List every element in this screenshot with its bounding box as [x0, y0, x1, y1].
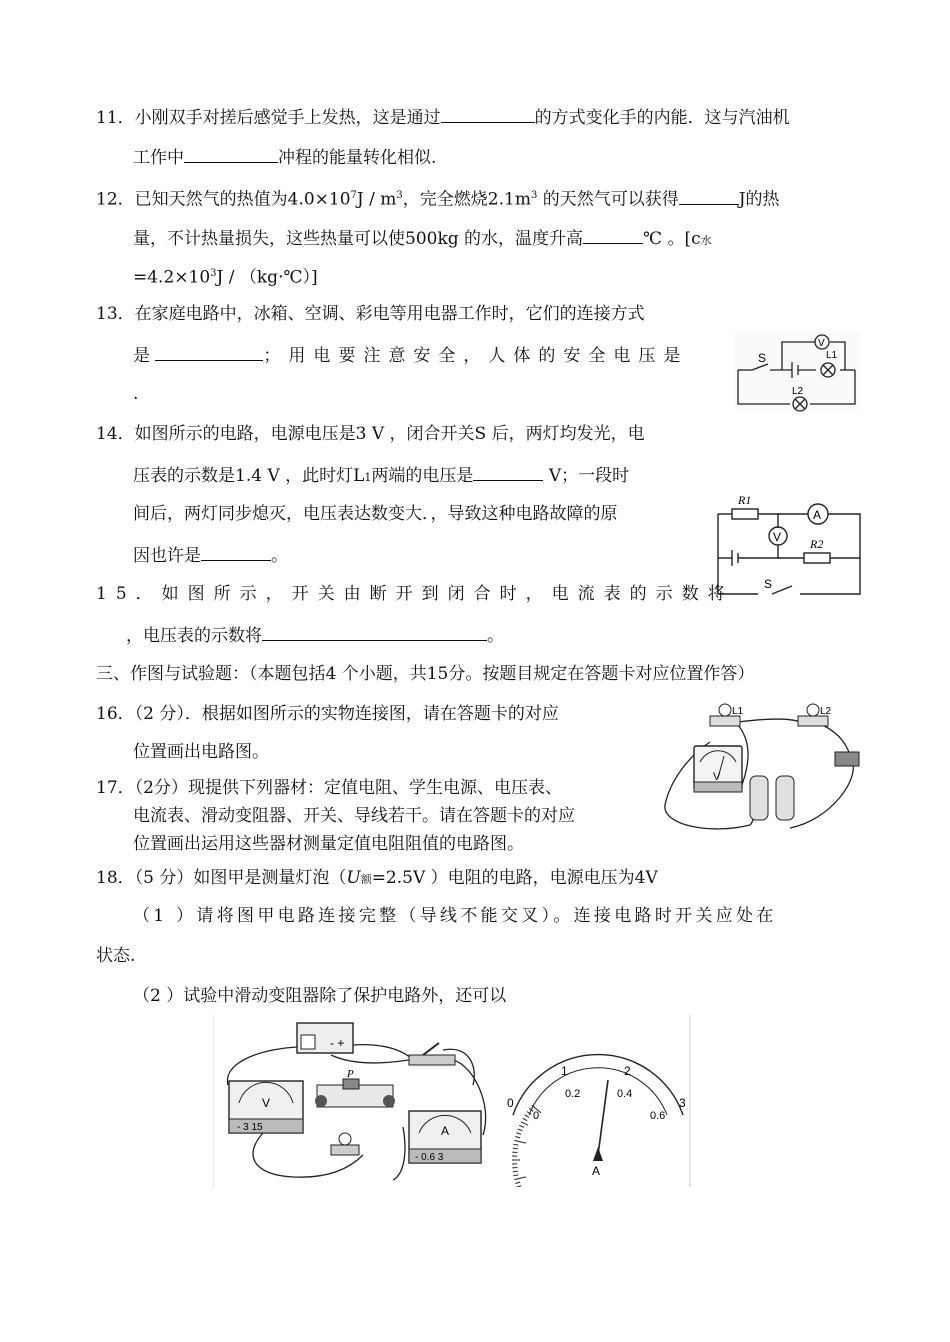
q13-line2 — [133, 342, 688, 368]
q14-blank-2[interactable] — [201, 542, 271, 561]
scale-tick — [525, 1115, 529, 1118]
q11-line1 — [96, 104, 790, 130]
q14-text-a: 14．如图所示的电路，电源电压是3 V ，闭合开关S 后，两灯均发光，电 — [96, 424, 645, 444]
svg-text:- +: - + — [330, 1036, 345, 1050]
fig14-v: V — [773, 530, 782, 544]
q17-text-c: 位置画出运用这些器材测量定值电阻阻值的电路图。 — [133, 834, 524, 854]
q11-text-d: 冲程的能量转化相似. — [278, 148, 437, 168]
q17-line2 — [133, 804, 575, 828]
scale-tick — [513, 1171, 518, 1172]
fig18-needle-label: A — [592, 1164, 601, 1178]
q17-line3 — [133, 832, 524, 856]
scale-tick — [514, 1177, 526, 1180]
q15-text-c: 。 — [487, 626, 504, 646]
q14-line3 — [133, 502, 618, 526]
fig18-inner-1: 0.2 — [565, 1088, 581, 1100]
q16-line2 — [133, 740, 269, 764]
q11-text-b: 的方式变化手的内能．这与汽油机 — [534, 108, 790, 128]
fig18-inner-3: 0.6 — [650, 1110, 666, 1122]
figure-14-circuit — [712, 490, 867, 605]
fig14-r2: R2 — [810, 537, 824, 551]
q13-line1 — [96, 302, 645, 326]
q12-text-e: J的热 — [738, 189, 780, 210]
q14-text-d: V；一段时 — [548, 466, 630, 486]
fig13-v: V — [818, 338, 825, 349]
q15-line2 — [126, 622, 504, 648]
q13-line3 — [133, 382, 138, 406]
q13-text-c: ；用电要注意安全，人体的安全电压是 — [263, 346, 689, 366]
q12-line2 — [133, 225, 712, 253]
fig18-inner-2: 0.4 — [617, 1088, 633, 1100]
scale-tick — [513, 1175, 518, 1176]
q12-blank-2[interactable] — [583, 225, 643, 244]
fig14-a: A — [813, 508, 822, 522]
fig18-a-terms: - 0.6 3 — [415, 1152, 444, 1163]
figure-18-experiment — [213, 1015, 691, 1187]
q14-text-e: 间后，两灯同步熄灭，电压表达数变大．，导致这种电路故障的原 — [133, 504, 618, 524]
figure-16-physical-circuit — [650, 700, 870, 840]
fig18-inner-0: 0 — [533, 1110, 540, 1122]
q12-text-i: J / （kg·℃）] — [216, 267, 318, 288]
fig16-l1: L1 — [732, 706, 744, 717]
q12-line3 — [133, 262, 318, 290]
scale-tick — [515, 1182, 520, 1183]
q15-text-a: 15．如图所示，开关由断开到闭合时，电流表的示数将 — [96, 584, 734, 604]
q12-sup-2: 3 — [396, 190, 403, 201]
q12-text-h: =4.2×10 — [133, 267, 211, 288]
q12-line1 — [96, 184, 780, 212]
q18-line1 — [96, 866, 658, 892]
q15-line1 — [96, 582, 734, 606]
q18-u: U — [346, 868, 361, 888]
q18-text-b: =2.5V ）电阻的电路，电源电压为4V — [371, 868, 658, 888]
scale-tick — [515, 1137, 520, 1138]
q15-blank-1[interactable] — [262, 622, 487, 641]
q18-sub: 额 — [360, 873, 372, 886]
q13-text-a: 13．在家庭电路中，冰箱、空调、彩电等用电器工作时，它们的连接方式 — [96, 304, 645, 324]
scale-tick — [513, 1148, 518, 1149]
fig14-s: S — [764, 577, 773, 591]
fig18-meter-a: A — [441, 1124, 450, 1138]
q14-blank-1[interactable] — [473, 462, 543, 481]
q17-line1 — [96, 776, 562, 800]
scale-tick — [514, 1140, 526, 1143]
q13-text-b: 是 — [133, 346, 150, 366]
q12-text-a: 12．已知天然气的热值为4.0×10 — [96, 189, 351, 210]
q12-blank-1[interactable] — [679, 186, 739, 205]
fig13-s: S — [758, 351, 767, 365]
q14-text-b: 压表的示数是1.4 V ，此时灯L — [133, 466, 365, 486]
q11-text-c: 工作中 — [133, 148, 184, 168]
q18-line2 — [133, 904, 777, 928]
q11-line2 — [133, 144, 436, 170]
section-3-heading — [96, 662, 754, 686]
fig18-outer-2: 2 — [624, 1064, 631, 1078]
q12-sup-1: 7 — [350, 190, 357, 201]
fig18-outer-3: 3 — [679, 1096, 686, 1110]
fig13-l1: L1 — [826, 350, 838, 361]
fig18-outer-0: 0 — [507, 1096, 514, 1110]
q18-text-a: 18．（5 分）如图甲是测量灯泡（ — [96, 868, 347, 888]
scale-tick — [516, 1133, 521, 1135]
q18-text-c: （1 ）请将图甲电路连接完整（导线不能交叉）。连接电路时开关应处在 — [133, 906, 777, 926]
scale-tick — [521, 1122, 528, 1126]
q12-text-f: 量，不计热量损失，这些热量可以使500kg 的水，温度升高 — [133, 229, 584, 249]
fig18-outer-1: 1 — [561, 1064, 568, 1078]
q14-line1 — [96, 422, 645, 446]
scale-tick — [516, 1186, 521, 1187]
fig16-v: V — [713, 771, 721, 783]
q14-text-g: 。 — [271, 546, 288, 566]
fig13-l2: L2 — [792, 386, 804, 397]
fig18-v-terms: - 3 15 — [237, 1122, 263, 1133]
figure-13-circuit — [730, 328, 865, 413]
q14-line4 — [133, 542, 288, 568]
scale-tick — [518, 1129, 523, 1131]
q14-text-f: 因也许是 — [133, 546, 201, 566]
q11-blank-1[interactable] — [441, 104, 535, 123]
q16-line1 — [96, 702, 559, 726]
q16-text-a: 16．（2 分）．根据如图所示的实物连接图，请在答题卡的对应 — [96, 704, 559, 724]
scale-tick — [523, 1118, 527, 1120]
scale-tick — [519, 1125, 524, 1127]
q13-text-d: . — [133, 384, 139, 404]
q12-sub: 水 — [700, 234, 712, 247]
q18-line3 — [96, 944, 135, 968]
q12-text-b: J / m — [356, 189, 397, 210]
q15-text-b: ，电压表的示数将 — [126, 626, 262, 646]
fig18-p: P — [347, 1068, 354, 1080]
q16-text-b: 位置画出电路图。 — [133, 742, 269, 762]
q11-blank-2[interactable] — [184, 144, 278, 163]
fig18-meter-v: V — [262, 1096, 271, 1110]
q14-sub: 1 — [364, 471, 372, 484]
q12-text-g: ℃ 。[c — [643, 229, 701, 249]
q14-line2 — [133, 462, 629, 490]
q12-sup-4: 3 — [210, 268, 217, 279]
q11-text-a: 11．小刚双手对搓后感觉手上发热，这是通过 — [96, 108, 441, 128]
scale-tick — [513, 1144, 518, 1145]
q12-text-d: 的天然气可以获得 — [537, 189, 679, 210]
q12-sup-3: 3 — [530, 190, 538, 201]
q18-line4 — [133, 984, 506, 1008]
q14-text-c: 两端的电压是 — [371, 466, 474, 486]
fig14-r1: R1 — [738, 493, 752, 507]
q18-text-e: （2 ）试验中滑动变阻器除了保护电路外，还可以 — [133, 986, 507, 1006]
q13-blank-1[interactable] — [155, 342, 263, 361]
q12-text-c: ，完全燃烧2.1m — [402, 189, 531, 210]
q17-text-a: 17．（2分）现提供下列器材：定值电阻、学生电源、电压表、 — [96, 778, 562, 798]
section-3-text: 三、作图与试验题：（本题包括4 个小题，共15分。按题目规定在答题卡对应位置作答） — [96, 664, 755, 684]
q17-text-b: 电流表、滑动变阻器、开关、导线若干。请在答题卡的对应 — [133, 806, 575, 826]
q18-text-d: 状态. — [96, 946, 136, 966]
fig16-l2: L2 — [820, 706, 832, 717]
